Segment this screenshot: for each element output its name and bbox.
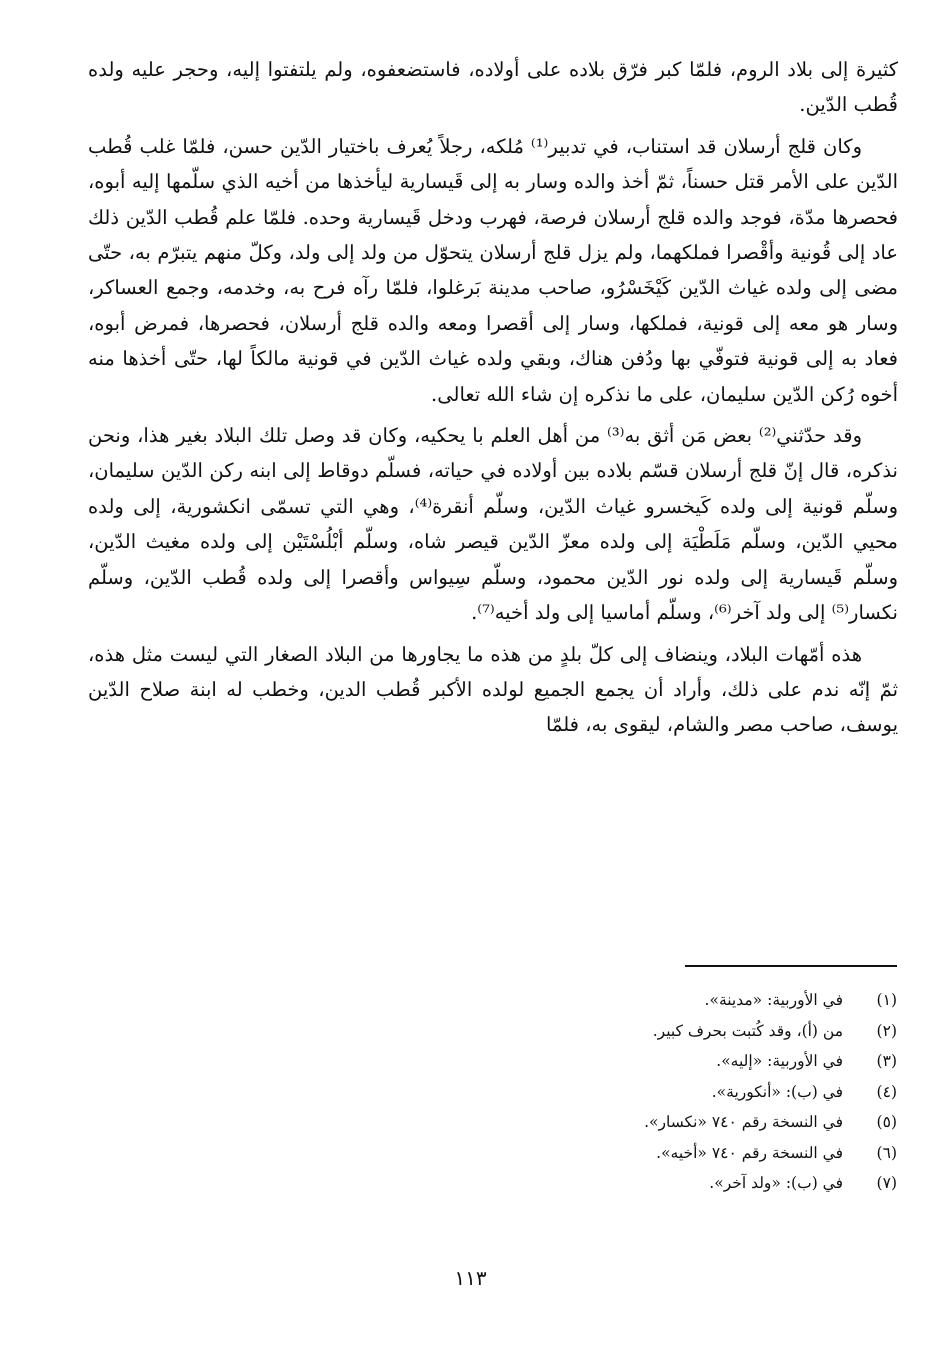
footnote-text: في النسخة رقم ٧٤٠ «نكسار». xyxy=(644,1113,843,1131)
footnote-number: (٤) xyxy=(876,1082,897,1101)
footnote-separator xyxy=(685,965,897,967)
paragraph: وقد حدّثني⁽²⁾ بعض مَن أثق به⁽³⁾ من أهل العلم با يحكيه، وكان قد وصل تلك البلاد بغير هذا، ونحن نذكره، قال إنّ قلج أرسلان قسّم بلاده بين أولاده في حياته، فسلّم دوقاط إلى ابنه ركن الدّين سليمان، وسلّم قونية إلى ولده كَيخسرو غياث الدّين، وسلّم أنقرة⁽⁴⁾، وهي التي تسمّى انكشورية، إلى ولده محيي الدّين، وسلّم مَلَطْيَة إلى ولده معزّ الدّين قيصر شاه، وسلّم أبْلُسْتَيْن إلى ولده مغيث الدّين، وسلّم قَيسارية إلى ولده نور الدّين محمود، وسلّم سِيواس وأقصرا إلى ولده قُطب الدّين، وسلّم نكسار⁽⁵⁾ إلى ولد آخر⁽⁶⁾، وسلّم أماسيا إلى ولد أخيه⁽⁷⁾. xyxy=(88,424,898,625)
footnote-number: (٥) xyxy=(876,1113,897,1131)
paragraph: وكان قلج أرسلان قد استناب، في تدبير⁽¹⁾ مُلكه، رجلاً يُعرف باختيار الدّين حسن، فلمّا غلب قُطب الدّين على الأمر قتل حسناً، ثمّ أخذ والده وسار به إلى قَيسارية ليأخذها من أخيه الذي سلّمها إليه أبوه، فحصرها مدّة، فوجد والده قلج أرسلان فرصة، فهرب ودخل قَيسارية وحده. فلمّا علم قُطب الدّين ذلك عاد إلى قُونية وأقْصرا فملكهما، ولم يزل قلج أرسلان يتحوّل من ولد إلى ولد، وكلّ منهم يتبرّم به، حتّى مضى إلى ولده غياث الدّين كَيْخَسْرُو، صاحب مدينة بَرغلوا، فلمّا رآه فرح به، وخدمه، وجمع العساكر، وسار هو معه إلى قونية، فملكها، وسار إلى أقصرا ومعه والده قلج أرسلان، فحصرها، فمرض أبوه، فعاد به إلى قونية فتوفّي بها ودُفن هناك، وبقي ولده غياث الدّين في قونية مالكاً لها، حتّى أخذها منه أخوه رُكن الدّين سليمان، على ما نذكره إن شاء الله تعالى. xyxy=(88,134,898,406)
footnote xyxy=(300,1016,897,1047)
footnote xyxy=(300,985,897,1016)
main-text xyxy=(88,52,898,749)
footnote xyxy=(300,1046,897,1077)
footnote xyxy=(300,1107,897,1138)
footnote xyxy=(300,1077,897,1108)
footnotes xyxy=(300,985,897,1199)
footnote-number: (٢) xyxy=(876,1021,897,1040)
footnote-number: (٦) xyxy=(876,1143,897,1162)
footnote xyxy=(300,1138,897,1169)
footnote-text: في النسخة رقم ٧٤٠ «أخيه». xyxy=(656,1143,843,1162)
footnote xyxy=(300,1168,897,1199)
footnote-number: (١) xyxy=(876,991,897,1009)
footnote-number: (٣) xyxy=(876,1052,897,1070)
paragraph: كثيرة إلى بلاد الروم، فلمّا كبر فرّق بلاده على أولاده، فاستضعفوه، ولم يلتفتوا إليه، وحجر عليه ولده قُطب الدّين. xyxy=(88,58,898,117)
footnote-text: في الأوربية: «مدينة». xyxy=(704,991,843,1009)
paragraph: هذه أمّهات البلاد، وينضاف إلى كلّ بلدٍ من هذه ما يجاورها من البلاد الصغار التي ليست مثل هذه، ثمّ إنّه ندم على ذلك، وأراد أن يجمع الجميع لولده الأكبر قُطب الدين، وخطب له ابنة صلاح الدّين يوسف، صاحب مصر والشام، ليقوى به، فلمّا xyxy=(88,642,898,737)
footnote-number: (٧) xyxy=(876,1174,897,1192)
footnote-text: في (ب): «أنكورية». xyxy=(711,1082,843,1101)
footnote-text: في الأوربية: «إليه». xyxy=(716,1052,843,1070)
footnote-text: من (أ)، وقد كُتبت بحرف كبير. xyxy=(652,1021,843,1040)
footnote-text: في (ب): «ولد آخر». xyxy=(709,1174,843,1192)
page-number: ١١٣ xyxy=(454,1266,487,1290)
